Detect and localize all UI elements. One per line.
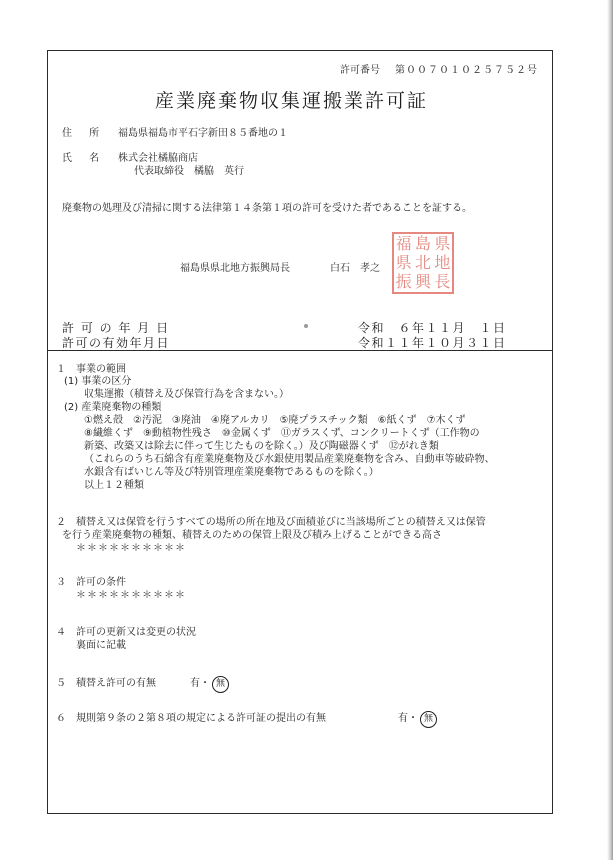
address-value: 福島県福島市平石字新田８５番地の１ (118, 128, 288, 139)
seal-char: 興 (414, 272, 431, 292)
seal-char: 地 (434, 252, 451, 272)
issuer-title: 福島県県北地方振興局長 (180, 263, 290, 274)
section-1-1-title: (1) 事業の区分 (64, 376, 132, 387)
section-2-title: ２ 積替え又は保管を行うすべての場所の所在地及び面積並びに当該場所ごとの積替え又は保管 (56, 517, 486, 528)
expiry-label: 許可の有効年月日 (62, 336, 171, 350)
seal-char: 県 (434, 233, 451, 253)
waste-types-line-1: ①燃え殻 ②汚泥 ③廃油 ④廃アルカリ ⑤廃プラスチック類 ⑥紙くず ⑦木くず (84, 415, 466, 426)
section-5-no-circled: 無 (212, 676, 229, 693)
punch-mark (304, 324, 308, 328)
section-divider (47, 350, 553, 351)
section-3-value: ＊＊＊＊＊＊＊＊＊＊ (76, 590, 186, 601)
representative-name: 代表取締役 橘脇 英行 (134, 166, 244, 177)
company-name: 株式会社橘脇商店 (118, 153, 198, 164)
seal-char: 県 (395, 252, 412, 272)
seal-char: 福 (395, 233, 412, 253)
permit-number-label: 許可番号 (340, 65, 380, 76)
section-6-no-circled: 無 (420, 711, 437, 728)
permit-date: 令和 ６年１１月 １日 (358, 321, 507, 335)
permit-date-label: 許 可 の 年 月 日 (62, 321, 170, 335)
section-2-value: ＊＊＊＊＊＊＊＊＊＊ (76, 543, 186, 554)
section-2-title-cont: を行う産業廃棄物の種類、積替えのための保管上限及び積み上げることができる高さ (62, 530, 442, 541)
seal-char: 振 (395, 272, 412, 292)
seal-char: 島 (414, 233, 431, 253)
section-6-yes: 有・ (398, 713, 418, 724)
seal-char: 長 (434, 272, 451, 292)
section-1-2-title: (2) 産業廃棄物の種類 (64, 402, 162, 413)
official-seal (392, 232, 454, 294)
waste-types-line-3: 新築、改築又は除去に伴って生じたものを除く。）及び陶磁器くず ⑫がれき類 (84, 441, 439, 452)
waste-types-total: 以上１２種類 (84, 480, 144, 491)
page-edge (607, 0, 613, 860)
issuer-name: 白石 孝之 (330, 263, 380, 274)
section-5-yes: 有・ (190, 678, 210, 689)
name-label: 氏 名 (62, 153, 107, 164)
section-1-title: １ 事業の範囲 (56, 364, 126, 375)
waste-types-line-2: ⑧繊維くず ⑨動植物性残さ ⑩金属くず ⑪ガラスくず、コンクリートくず（工作物の (84, 428, 480, 439)
section-5-title: ５ 積替え許可の有無 (56, 678, 156, 689)
permit-number: 第００７０１０２５７５２号 (395, 65, 538, 76)
seal-char: 北 (414, 252, 431, 272)
certification-statement: 廃棄物の処理及び清掃に関する法律第１４条第１項の許可を受けた者であることを証する。 (62, 203, 472, 214)
address-label: 住 所 (62, 128, 107, 139)
section-1-1-value: 収集運搬（積替え及び保管行為を含まない。） (84, 389, 289, 400)
certificate-title: 産業廃棄物収集運搬業許可証 (155, 90, 429, 112)
waste-types-note-1: （これらのうち石綿含有産業廃棄物及び水銀使用製品産業廃棄物を含み、自動車等破砕物、 (84, 454, 495, 465)
expiry-date: 令和１１年１０月３１日 (358, 336, 507, 350)
section-4-value: 裏面に記載 (76, 640, 126, 651)
section-6-title: ６ 規則第９条の２第８項の規定による許可証の提出の有無 (56, 713, 326, 724)
waste-types-note-2: 水銀含有ばいじん等及び特別管理産業廃棄物であるものを除く。） (84, 467, 379, 478)
section-3-title: ３ 許可の条件 (56, 577, 126, 588)
section-4-title: ４ 許可の更新又は変更の状況 (56, 627, 196, 638)
